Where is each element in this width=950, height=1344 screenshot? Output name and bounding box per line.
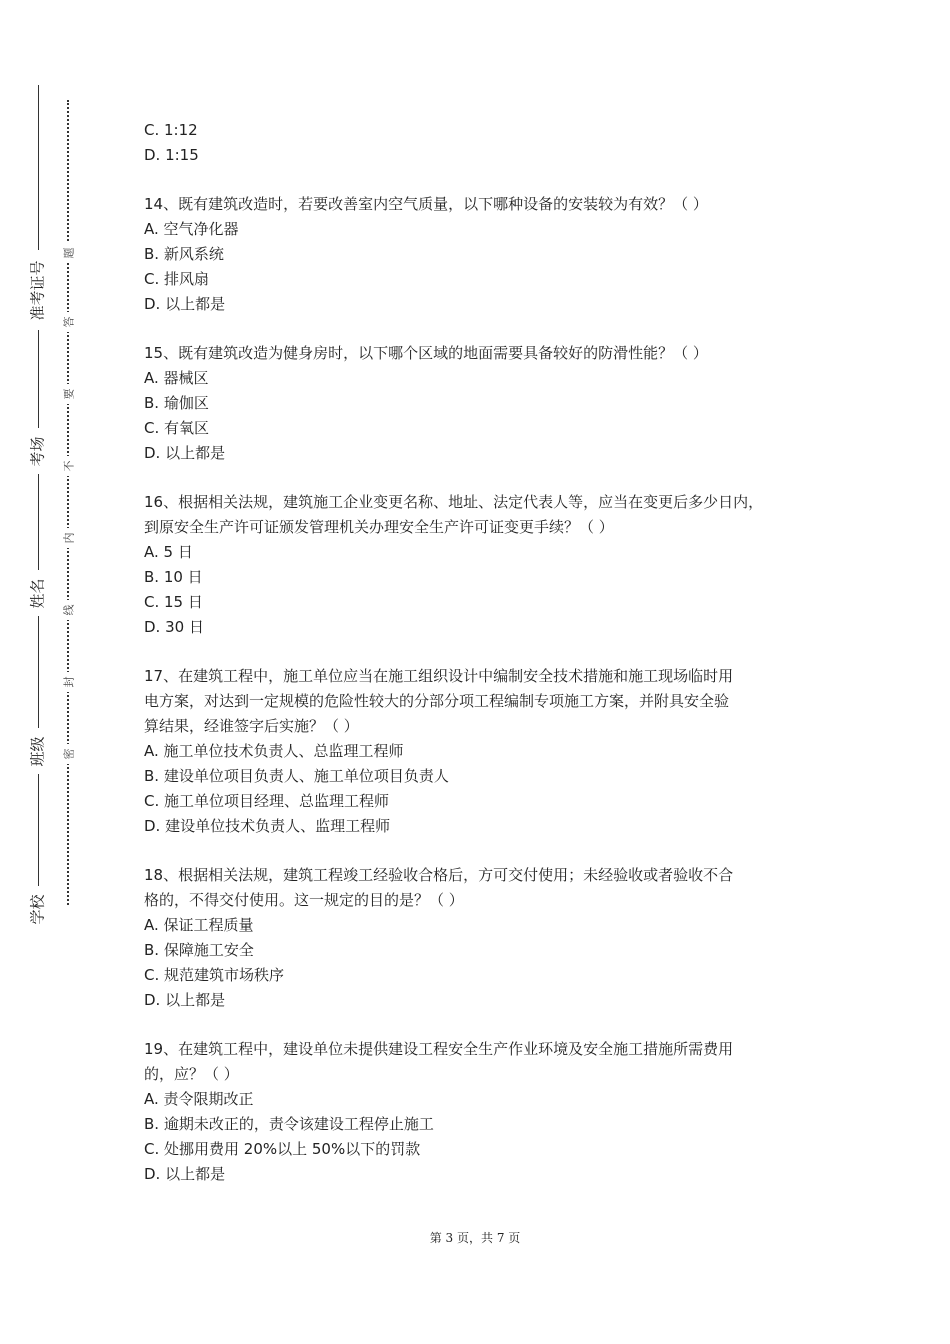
question-text: 格的，不得交付使用。这一规定的目的是？（ ）	[144, 891, 464, 909]
option-a: A. 施工单位技术负责人、总监理工程师	[144, 742, 404, 760]
option-b: B. 逾期未改正的，责令该建设工程停止施工	[144, 1115, 434, 1133]
question-text: 15、既有建筑改造为健身房时，以下哪个区域的地面需要具备较好的防滑性能？（ ）	[144, 344, 708, 362]
option-d: D. 建设单位技术负责人、监理工程师	[144, 817, 391, 835]
seal-char: 答	[58, 312, 78, 332]
seal-char: 内	[58, 528, 78, 548]
option: C. 1:12	[144, 121, 198, 139]
field-class-label: 班级	[22, 728, 52, 774]
option-c: C. 有氧区	[144, 419, 210, 437]
question-text: 19、在建筑工程中，建设单位未提供建设工程安全生产作业环境及安全施工措施所需费用	[144, 1040, 734, 1058]
question-15	[144, 341, 834, 466]
option-c: C. 处挪用费用 20%以上 50%以下的罚款	[144, 1140, 421, 1158]
seal-char: 题	[58, 243, 78, 263]
option-d: D. 30 日	[144, 618, 204, 636]
options-continued	[144, 118, 834, 168]
option-c: C. 排风扇	[144, 270, 210, 288]
option-b: B. 瑜伽区	[144, 394, 209, 412]
question-16	[144, 490, 834, 640]
field-name-label: 姓名	[22, 570, 52, 616]
option-c: C. 规范建筑市场秩序	[144, 966, 285, 984]
question-text: 算结果，经谁签字后实施？（ ）	[144, 717, 359, 735]
seal-char: 不	[58, 456, 78, 476]
option-a: A. 责令限期改正	[144, 1090, 254, 1108]
option-a: A. 保证工程质量	[144, 916, 254, 934]
option-a: A. 器械区	[144, 369, 209, 387]
option-c: C. 15 日	[144, 593, 203, 611]
option-d: D. 以上都是	[144, 444, 226, 462]
option-b: B. 建设单位项目负责人、施工单位项目负责人	[144, 767, 449, 785]
question-text: 14、既有建筑改造时，若要改善室内空气质量，以下哪种设备的安装较为有效？（ ）	[144, 195, 708, 213]
seal-dotted-line	[67, 100, 69, 905]
option-d: D. 以上都是	[144, 295, 226, 313]
question-text: 16、根据相关法规，建筑施工企业变更名称、地址、法定代表人等，应当在变更后多少日内，	[144, 493, 764, 511]
option-c: C. 施工单位项目经理、总监理工程师	[144, 792, 390, 810]
option-d: D. 以上都是	[144, 1165, 226, 1183]
question-18	[144, 863, 834, 1013]
field-school-label: 学校	[22, 886, 52, 932]
question-text: 到原安全生产许可证颁发管理机关办理安全生产许可证变更手续？（ ）	[144, 518, 614, 536]
option: D. 1:15	[144, 146, 199, 164]
seal-char: 要	[58, 384, 78, 404]
question-17	[144, 664, 834, 839]
question-19	[144, 1037, 834, 1187]
option-a: A. 空气净化器	[144, 220, 239, 238]
field-exam-room-label: 考场	[22, 428, 52, 474]
seal-char: 密	[58, 744, 78, 764]
option-b: B. 新风系统	[144, 245, 224, 263]
question-14	[144, 192, 834, 317]
seal-char: 线	[58, 600, 78, 620]
exam-content	[144, 118, 834, 1211]
question-text: 的，应？（ ）	[144, 1065, 239, 1083]
page-number: 第 3 页，共 7 页	[429, 1231, 521, 1245]
option-d: D. 以上都是	[144, 991, 226, 1009]
option-b: B. 10 日	[144, 568, 203, 586]
question-text: 电方案，对达到一定规模的危险性较大的分部分项工程编制专项施工方案，并附具安全验	[144, 692, 730, 710]
field-exam-number-label: 准考证号	[22, 250, 52, 330]
option-b: B. 保障施工安全	[144, 941, 254, 959]
seal-char: 封	[58, 672, 78, 692]
question-text: 17、在建筑工程中，施工单位应当在施工组织设计中编制安全技术措施和施工现场临时用	[144, 667, 734, 685]
option-a: A. 5 日	[144, 543, 193, 561]
question-text: 18、根据相关法规，建筑工程竣工经验收合格后，方可交付使用；未经验收或者验收不合	[144, 866, 734, 884]
binding-solid-line	[38, 85, 39, 930]
